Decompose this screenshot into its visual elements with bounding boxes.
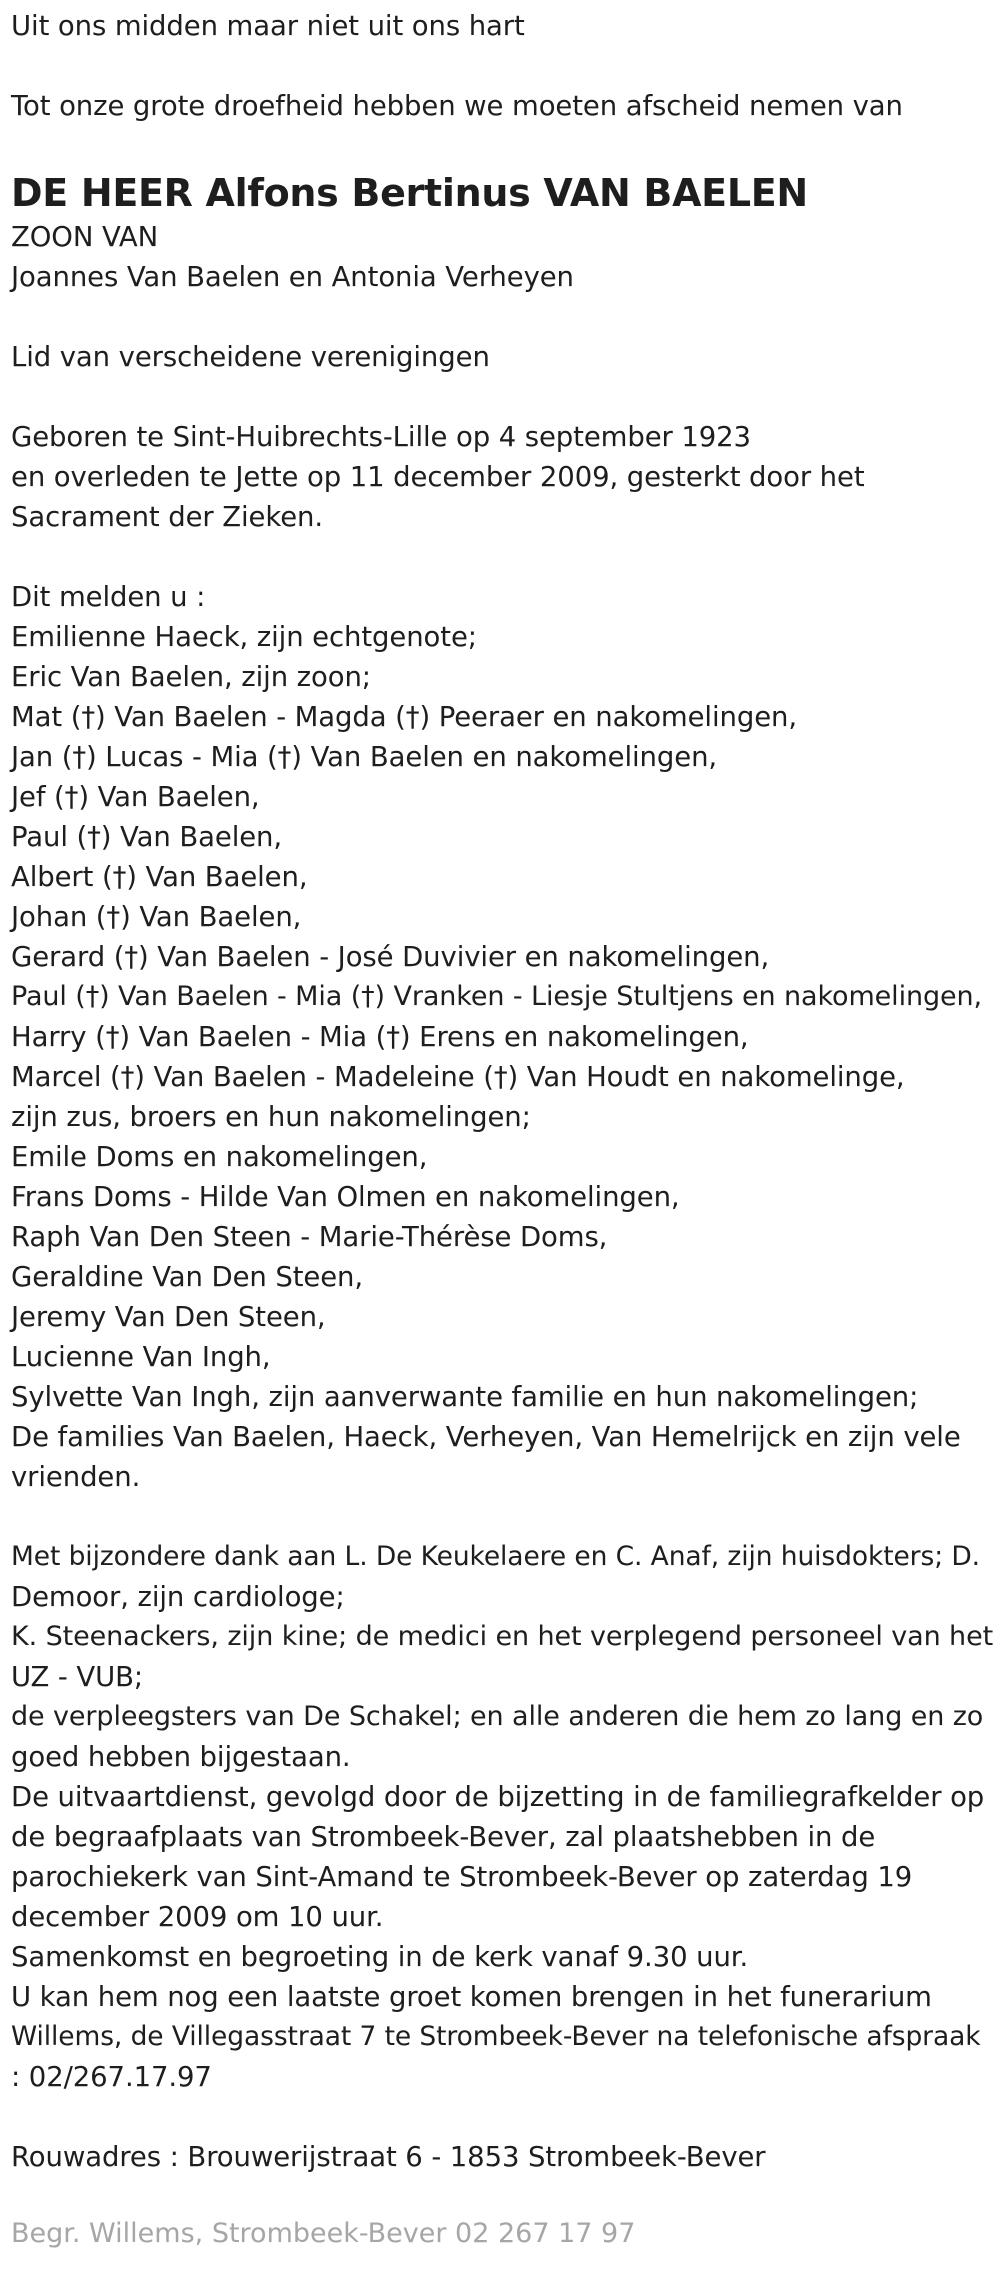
relation-label: ZOON VAN	[11, 221, 159, 253]
spacer	[11, 2097, 996, 2137]
motto: Uit ons midden maar niet uit ons hart	[11, 10, 525, 42]
life-line: Geboren te Sint-Huibrechts-Lille op 4 september 1923	[11, 421, 751, 453]
mourners-line: Jeremy Van Den Steen,	[11, 1301, 326, 1333]
thanks-line: december 2009 om 10 uur.	[11, 1901, 384, 1933]
thanks-line: de verpleegsters van De Schakel; en alle anderen die hem zo lang en zo	[11, 1701, 984, 1732]
thanks-line: goed hebben bijgestaan.	[11, 1741, 351, 1773]
mourners-line: Johan (†) Van Baelen,	[11, 901, 302, 933]
mourners-line: Sylvette Van Ingh, zijn aanverwante familie en hun nakomelingen;	[11, 1381, 919, 1413]
spacer	[11, 537, 996, 577]
mourners-line: Eric Van Baelen, zijn zoon;	[11, 661, 371, 693]
mourners-line: Jef (†) Van Baelen,	[11, 781, 260, 813]
spacer	[11, 46, 996, 86]
mourners-line: Lucienne Van Ingh,	[11, 1341, 271, 1373]
thanks-line: parochiekerk van Sint-Amand te Strombeek-Bever op zaterdag 19	[11, 1861, 913, 1893]
mourners-line: Gerard (†) Van Baelen - José Duvivier en nakomelingen,	[11, 941, 770, 973]
mourners-line: Emile Doms en nakomelingen,	[11, 1141, 428, 1173]
mourning-address: Rouwadres : Brouwerijstraat 6 - 1853 Strombeek-Bever	[11, 2141, 766, 2173]
mourners-line: zijn zus, broers en hun nakomelingen;	[11, 1101, 531, 1133]
mourners-line: Albert (†) Van Baelen,	[11, 861, 308, 893]
deceased-name: DE HEER Alfons Bertinus VAN BAELEN	[11, 171, 808, 215]
membership: Lid van verscheidene verenigingen	[11, 341, 490, 373]
thanks-line: UZ - VUB;	[11, 1661, 144, 1693]
spacer	[11, 126, 996, 166]
life-dates	[11, 417, 996, 537]
parents: Joannes Van Baelen en Antonia Verheyen	[11, 261, 574, 293]
mourners-line: Geraldine Van Den Steen,	[11, 1261, 364, 1293]
mourners-line: Mat (†) Van Baelen - Magda (†) Peeraer en nakomelingen,	[11, 701, 797, 733]
thanks-line: De uitvaartdienst, gevolgd door de bijzetting in de familiegrafkelder op	[11, 1781, 985, 1813]
thanks-line: Willems, de Villegasstraat 7 te Strombeek-Bever na telefonische afspraak	[11, 2021, 981, 2052]
mourners-line: Paul (†) Van Baelen,	[11, 821, 283, 853]
mourners-line: De families Van Baelen, Haeck, Verheyen, Van Hemelrijck en zijn vele	[11, 1421, 961, 1453]
thanks-line: : 02/267.17.97	[11, 2061, 212, 2093]
mourners-line: Frans Doms - Hilde Van Olmen en nakomelingen,	[11, 1181, 680, 1213]
life-line: Sacrament der Zieken.	[11, 501, 324, 533]
obituary-text	[11, 6, 996, 2177]
announcement: Tot onze grote droefheid hebben we moeten afscheid nemen van	[11, 90, 903, 122]
mourners-line: vrienden.	[11, 1461, 141, 1493]
funeral-home-footer: Begr. Willems, Strombeek-Bever 02 267 17 97	[11, 2218, 636, 2249]
thanks-line: Met bijzondere dank aan L. De Keukelaere en C. Anaf, zijn huisdokters; D.	[11, 1541, 980, 1572]
mourners-line: Paul (†) Van Baelen - Mia (†) Vranken - Liesje Stultjens en nakomelingen,	[11, 981, 983, 1012]
mourners-list	[11, 577, 996, 1497]
mourners-line: Raph Van Den Steen - Marie-Thérèse Doms,	[11, 1221, 608, 1253]
thanks-line: Samenkomst en begroeting in de kerk vanaf 9.30 uur.	[11, 1941, 749, 1973]
mourners-line: Jan (†) Lucas - Mia (†) Van Baelen en nakomelingen,	[11, 741, 718, 773]
life-line: en overleden te Jette op 11 december 2009, gesterkt door het	[11, 461, 865, 493]
mourners-line: Dit melden u :	[11, 581, 206, 613]
spacer	[11, 377, 996, 417]
mourners-line: Harry (†) Van Baelen - Mia (†) Erens en nakomelingen,	[11, 1021, 749, 1053]
thanks-and-service	[11, 1537, 996, 2097]
thanks-line: de begraafplaats van Strombeek-Bever, zal plaatshebben in de	[11, 1821, 876, 1853]
spacer	[11, 1497, 996, 1537]
mourners-line: Emilienne Haeck, zijn echtgenote;	[11, 621, 477, 653]
thanks-line: Demoor, zijn cardiologe;	[11, 1581, 345, 1613]
thanks-line: U kan hem nog een laatste groet komen brengen in het funerarium	[11, 1981, 932, 2013]
thanks-line: K. Steenackers, zijn kine; de medici en het verplegend personeel van het	[11, 1621, 994, 1652]
mourners-line: Marcel (†) Van Baelen - Madeleine (†) Van Houdt en nakomelinge,	[11, 1061, 905, 1093]
spacer	[11, 297, 996, 337]
